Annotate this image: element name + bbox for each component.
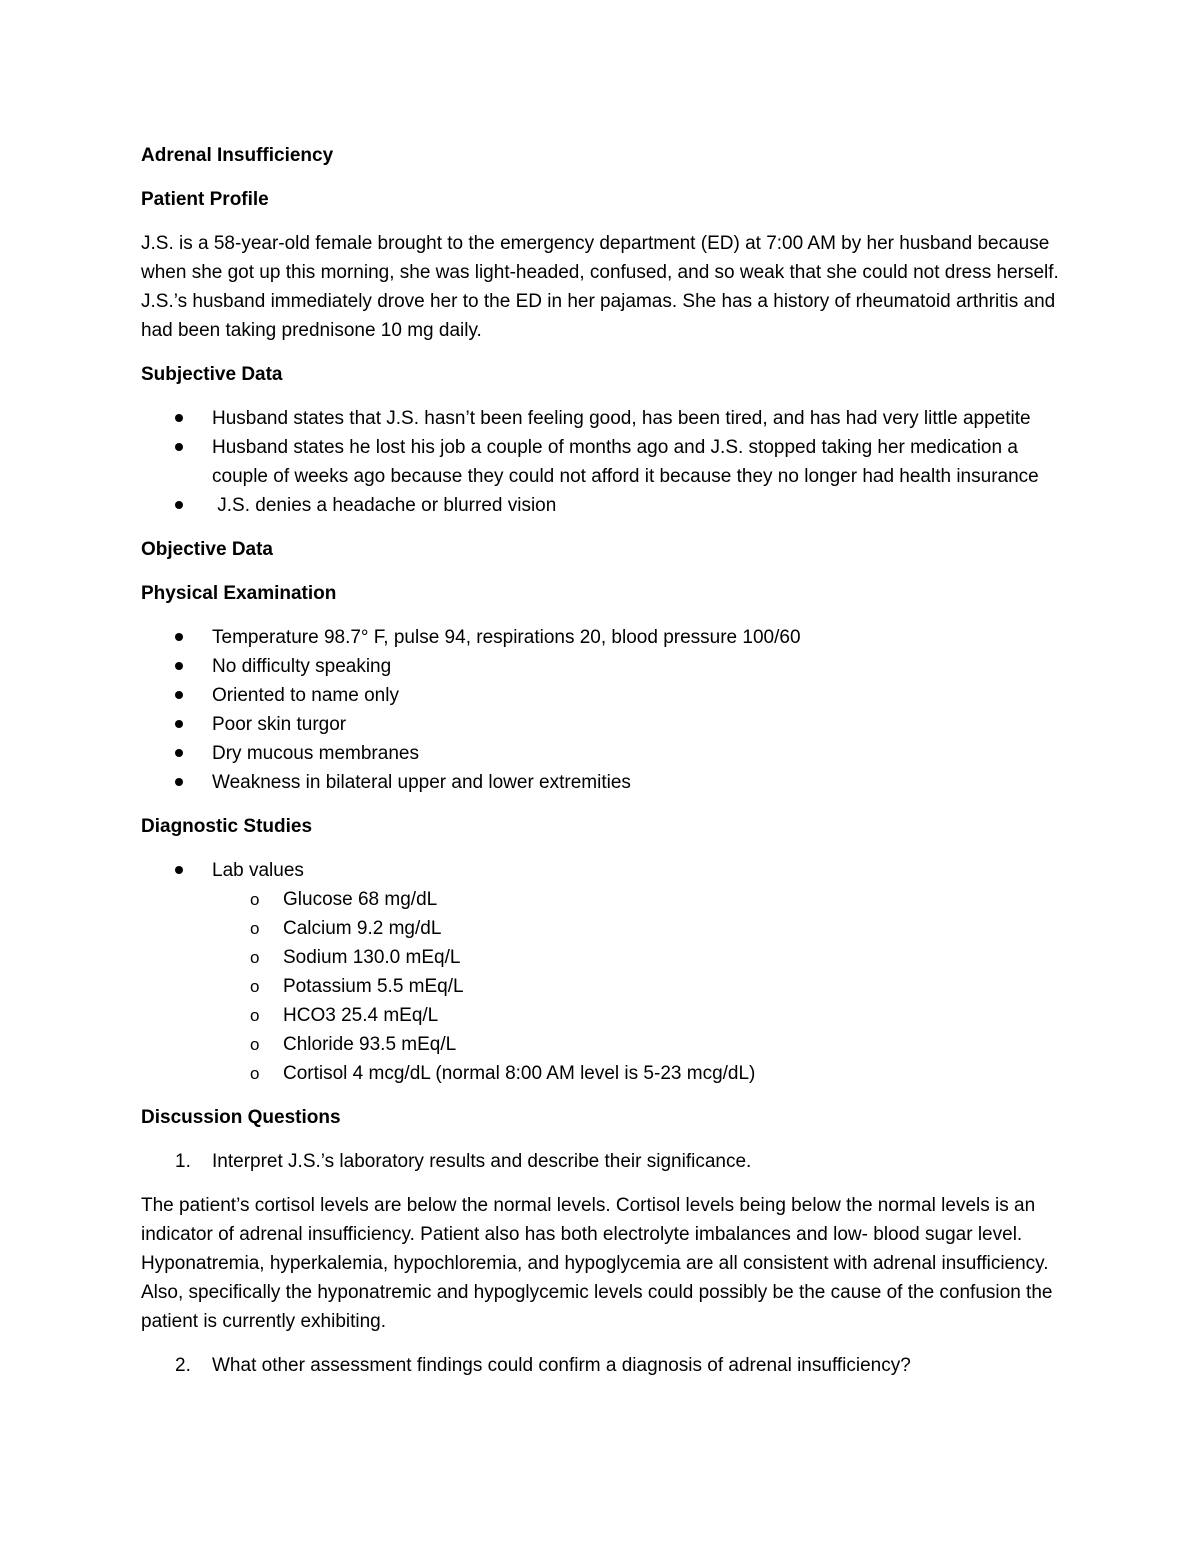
list-item: Husband states that J.S. hasn’t been feeling good, has been tired, and has had very little appetite bbox=[141, 404, 1061, 433]
document-page bbox=[141, 141, 1061, 1395]
list-item: Poor skin turgor bbox=[141, 710, 1061, 739]
list-item: Oriented to name only bbox=[141, 681, 1061, 710]
bullet-icon bbox=[175, 778, 183, 786]
question-number: 2. bbox=[175, 1355, 191, 1376]
list-item: J.S. denies a headache or blurred vision bbox=[141, 491, 1061, 520]
list-item: Husband states he lost his job a couple of months ago and J.S. stopped taking her medication a couple of weeks ago because they could not afford it because they no longer had health insurance bbox=[141, 433, 1061, 491]
list-item: Weakness in bilateral upper and lower extremities bbox=[141, 768, 1061, 797]
lab-values-list bbox=[212, 885, 1061, 1088]
subjective-data-list bbox=[141, 404, 1061, 520]
list-item: Temperature 98.7° F, pulse 94, respirations 20, blood pressure 100/60 bbox=[141, 623, 1061, 652]
list-item bbox=[141, 856, 1061, 885]
circle-bullet-icon: o bbox=[250, 1064, 260, 1083]
list-item: Dry mucous membranes bbox=[141, 739, 1061, 768]
document-title: Adrenal Insufficiency bbox=[141, 145, 334, 166]
list-item: No difficulty speaking bbox=[141, 652, 1061, 681]
discussion-question-1 bbox=[141, 1147, 1061, 1176]
discussion-questions-heading: Discussion Questions bbox=[141, 1107, 341, 1128]
circle-bullet-icon: o bbox=[250, 1035, 260, 1054]
bullet-icon bbox=[175, 501, 183, 509]
list-item: 2. What other assessment findings could confirm a diagnosis of adrenal insufficiency? bbox=[141, 1351, 1061, 1380]
lab-item: o Cortisol 4 mcg/dL (normal 8:00 AM level is 5-23 mcg/dL) bbox=[212, 1059, 1061, 1088]
circle-bullet-icon: o bbox=[250, 890, 260, 909]
subjective-data-heading: Subjective Data bbox=[141, 364, 283, 385]
discussion-question-2 bbox=[141, 1351, 1061, 1380]
bullet-icon bbox=[175, 749, 183, 757]
circle-bullet-icon: o bbox=[250, 1006, 260, 1025]
circle-bullet-icon: o bbox=[250, 919, 260, 938]
lab-item: o HCO3 25.4 mEq/L bbox=[212, 1001, 1061, 1030]
physical-examination-list bbox=[141, 623, 1061, 797]
diagnostic-studies-list bbox=[141, 856, 1061, 885]
patient-profile-heading: Patient Profile bbox=[141, 189, 269, 210]
bullet-icon bbox=[175, 443, 183, 451]
bullet-icon bbox=[175, 633, 183, 641]
diagnostic-studies-heading: Diagnostic Studies bbox=[141, 816, 313, 837]
bullet-icon bbox=[175, 414, 183, 422]
lab-values-label: Lab values bbox=[212, 860, 304, 881]
lab-item: o Potassium 5.5 mEq/L bbox=[212, 972, 1061, 1001]
lab-item: o Chloride 93.5 mEq/L bbox=[212, 1030, 1061, 1059]
bullet-icon bbox=[175, 691, 183, 699]
bullet-icon bbox=[175, 662, 183, 670]
physical-examination-heading: Physical Examination bbox=[141, 583, 337, 604]
bullet-icon bbox=[175, 866, 183, 874]
answer-1-text: The patient’s cortisol levels are below the normal levels. Cortisol levels being below the normal levels is an indicator of adrenal insufficiency. Patient also has both electrolyte imbalances and low- blood sugar level. Hyponatremia, hyperkalemia, hypochloremia, and hypoglycemia are all consistent with adrenal insufficiency. Also, specifically the hyponatremic and hypoglycemic levels could possibly be the cause of the confusion the patient is currently exhibiting. bbox=[141, 1195, 1053, 1332]
bullet-icon bbox=[175, 720, 183, 728]
list-item: 1. Interpret J.S.’s laboratory results and describe their significance. bbox=[141, 1147, 1061, 1176]
patient-profile-text: J.S. is a 58-year-old female brought to the emergency department (ED) at 7:00 AM by her husband because when she got up this morning, she was light-headed, confused, and so weak that she could not dress herself. J.S.’s husband immediately drove her to the ED in her pajamas. She has a history of rheumatoid arthritis and had been taking prednisone 10 mg daily. bbox=[141, 233, 1059, 341]
circle-bullet-icon: o bbox=[250, 977, 260, 996]
lab-item: o Sodium 130.0 mEq/L bbox=[212, 943, 1061, 972]
lab-item: o Glucose 68 mg/dL bbox=[212, 885, 1061, 914]
lab-item: o Calcium 9.2 mg/dL bbox=[212, 914, 1061, 943]
circle-bullet-icon: o bbox=[250, 948, 260, 967]
question-number: 1. bbox=[175, 1151, 191, 1172]
objective-data-heading: Objective Data bbox=[141, 539, 273, 560]
